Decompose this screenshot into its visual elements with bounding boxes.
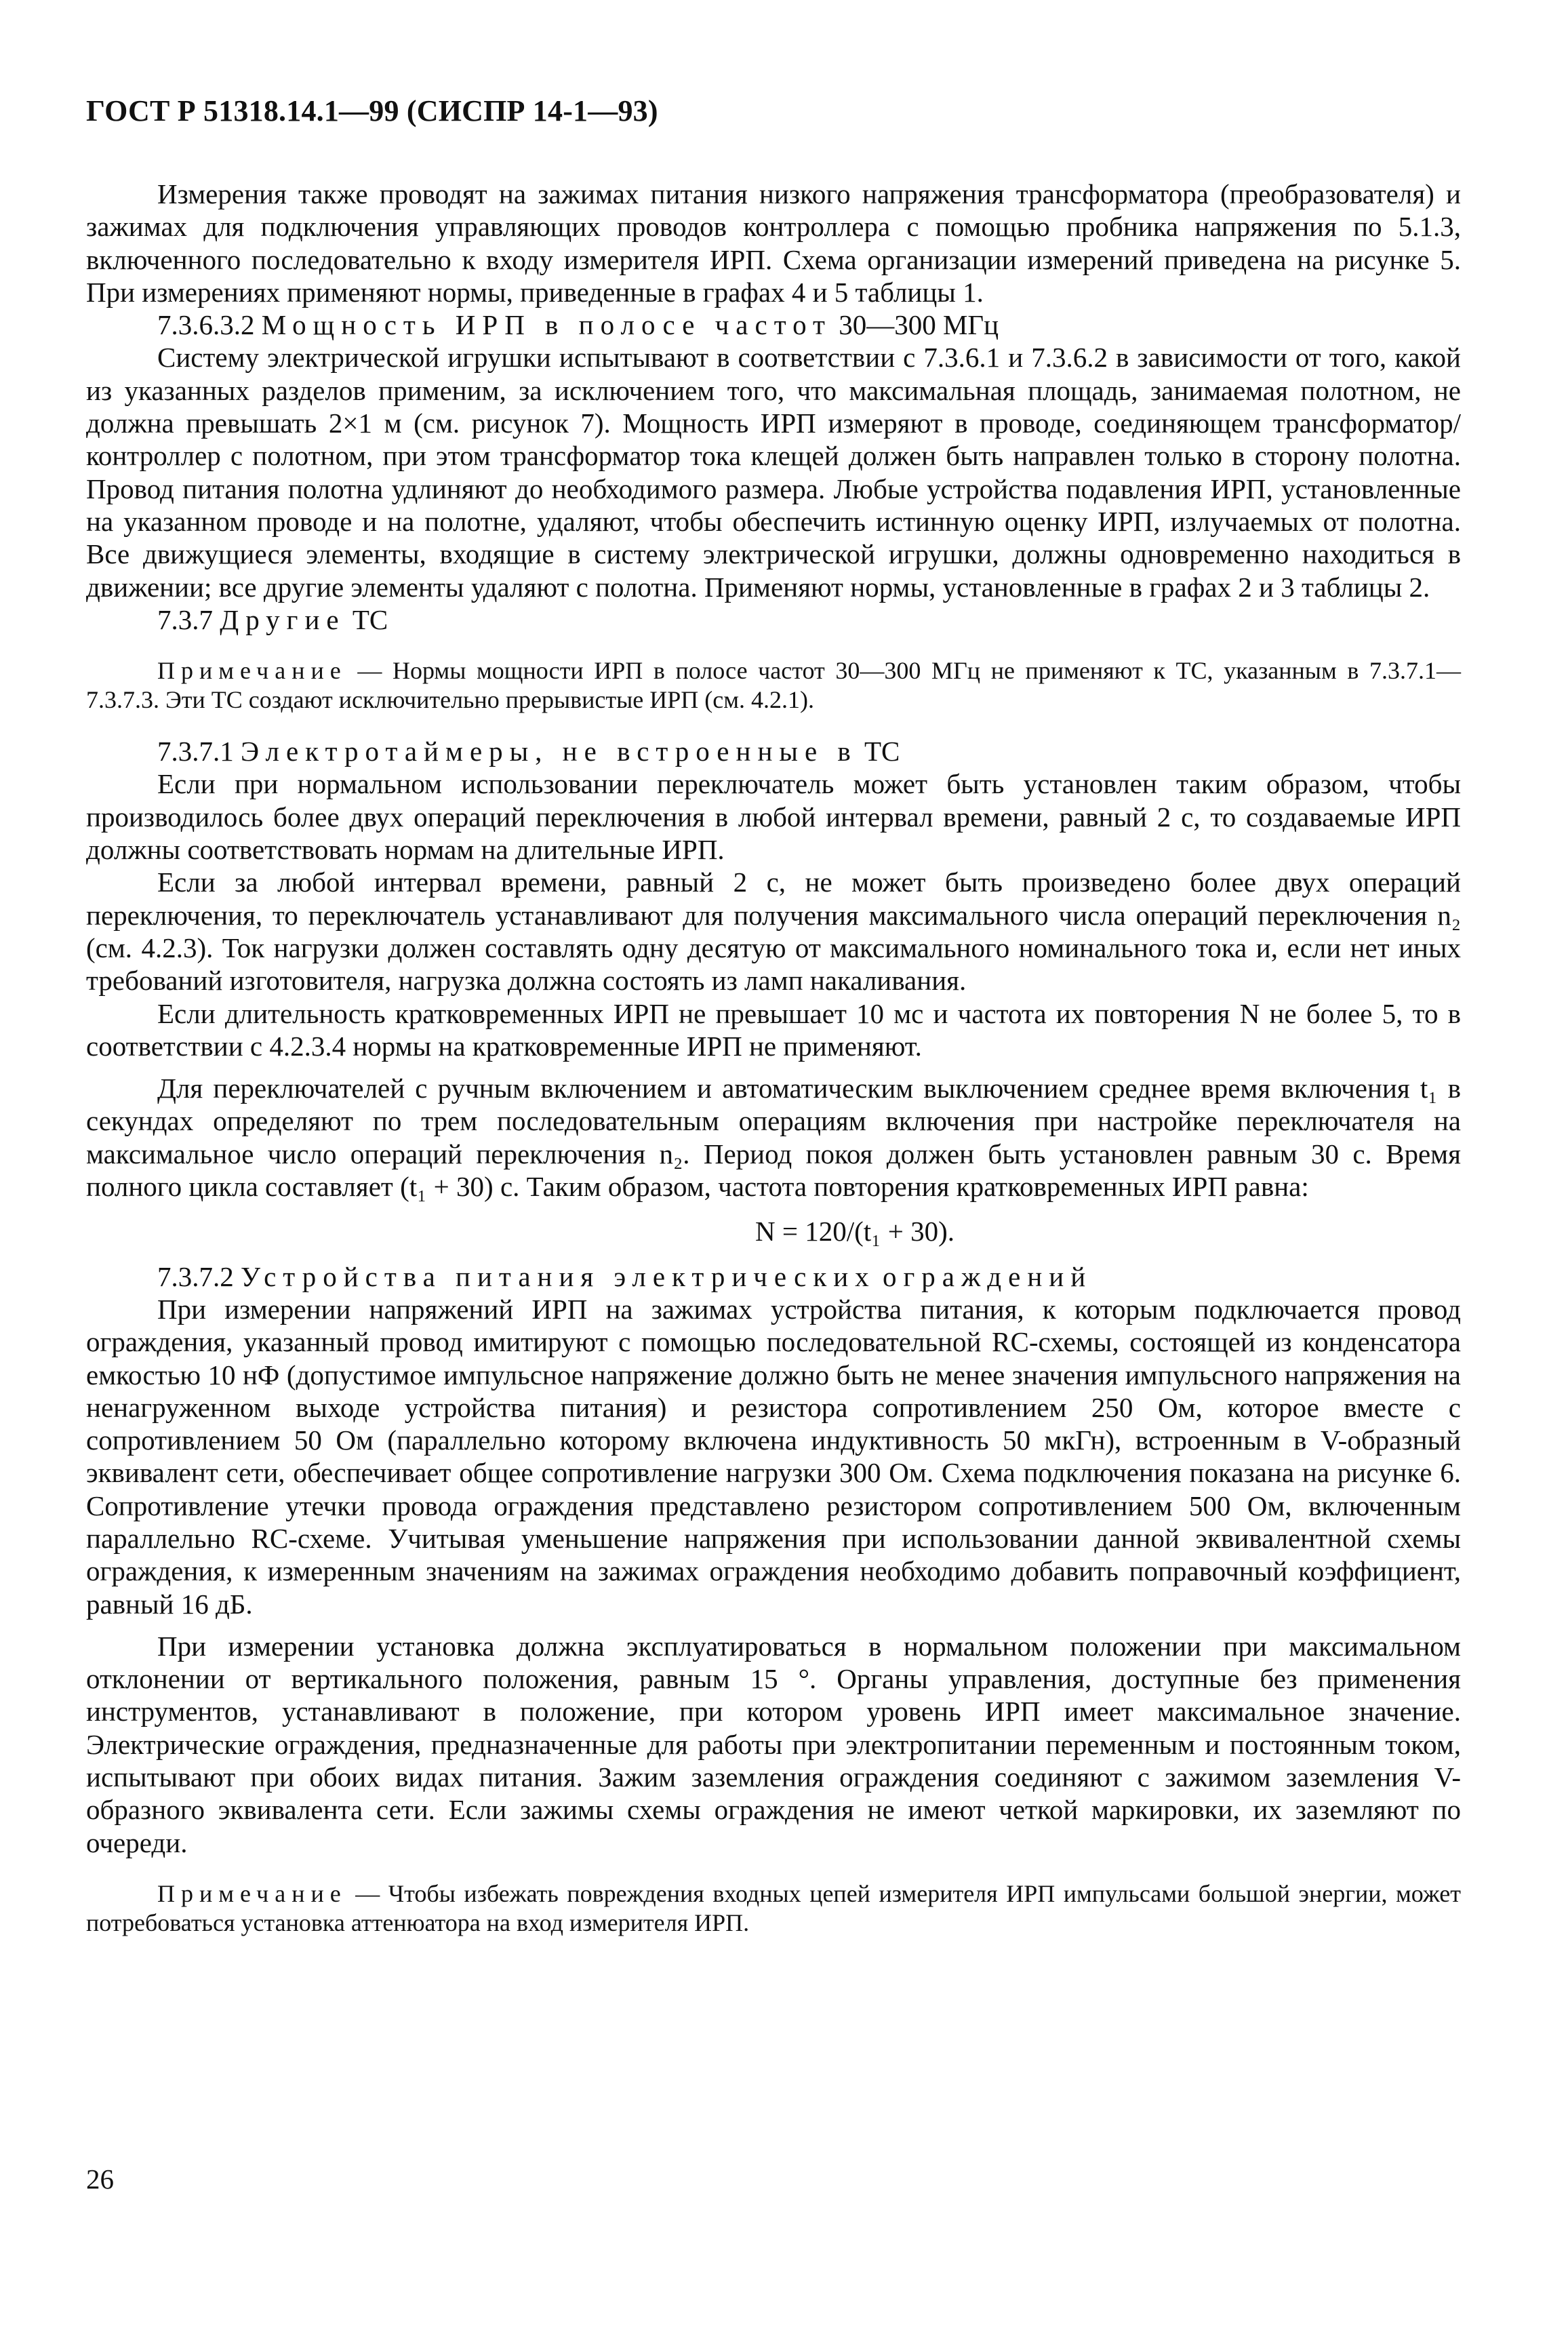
section-title: Другие <box>220 603 346 635</box>
section-heading-7-3-6-3-2 <box>86 308 1461 341</box>
note-text: — Нормы мощности ИРП в полосе частот 30—300 МГц не применяют к ТС, указанным в 7.3.7.1—7.3.7.3. Эти ТС создают исключительно прерывистые ИРП (см. 4.2.1). <box>86 657 1462 714</box>
section-number: 7.3.7 <box>157 603 213 635</box>
section-number: 7.3.6.3.2 <box>157 309 255 341</box>
paragraph: Систему электрической игрушки испытывают в соответствии с 7.3.6.1 и 7.3.6.2 в зависимости от того, какой из указанных разделов применим, за исключением того, что максимальная площадь, занимаемая полотном, не должна превышать 2×1 м (см. рисунок 7). Мощность ИРП измеряют в проводе, соединяющем трансформатор/контроллер с полотном, при этом трансформатор тока клещей должен быть направлен только в сторону полотна. Провод питания полотна удлиняют до необходимого размера. Любые устройства подавления ИРП, установленные на указанном проводе и на полотне, удаляют, чтобы обеспечить истинную оценку ИРП, излучаемых от полотна. Все движущиеся элементы, входящие в систему электрической игрушки, должны одновременно находиться в движении; все другие элементы удаляют с полотна. Применяют нормы, установленные в графах 2 и 3 таблицы 2. <box>86 342 1461 603</box>
paragraph: При измерении напряжений ИРП на зажимах устройства питания, к которым подключается провод ограждения, указанный провод имитируют с помощью последовательной RC-схемы, состоящей из конденсатора емкостью 10 нФ (допустимое импульсное напряжение должно быть не менее значения импульсного напряжения на ненагруженном выходе устройства питания) и резистора сопротивлением 250 Ом, которое вместе с сопротивлением 50 Ом (параллельно которому включена индуктивность 50 мкГн), встроенным в V-образный эквивалент сети, обеспечивает общее сопротивление нагрузки 300 Ом. Схема подключения показана на рисунке 6. Сопротивление утечки провода ограждения представлено резистором сопротивлением 500 Ом, включенным параллельно RC-схеме. Учитывая уменьшение напряжения при использовании данной эквивалентной схемы ограждения, к измеренным значениям на зажимах ограждения необходимо добавить поправочный коэффициент, равный 16 дБ. <box>86 1293 1461 1620</box>
section-title: Устройства питания электрических <box>241 1260 876 1292</box>
note-label: Примечание <box>157 657 347 685</box>
section-heading-7-3-7-1 <box>86 735 1461 767</box>
section-title-suffix: ТС <box>352 603 388 635</box>
paragraph: Если длительность кратковременных ИРП не превышает 10 мс и частота их повторения N не более 5, то в соответствии с 4.2.3.4 нормы на кратковременные ИРП не применяют. <box>86 997 1461 1062</box>
section-number: 7.3.7.1 <box>157 736 234 767</box>
paragraph: Если при нормальном использовании переключатель может быть установлен таким образом, чтобы производилось более двух операций переключения в любой интервал времени, равный 2 с, то создаваемые ИРП должны соответствовать нормам на длительные ИРП. <box>86 768 1461 866</box>
section-title: Электротаймеры, не встроенные в <box>241 736 858 767</box>
note <box>86 656 1461 715</box>
page-number: 26 <box>86 2163 114 2195</box>
note-label: Примечание <box>157 1879 347 1907</box>
paragraph: При измерении установка должна эксплуатироваться в нормальном положении при максимальном отклонении от вертикального положения, равным 15 °. Органы управления, доступные без применения инструментов, устанавливают в положение, при котором уровень ИРП имеет максимальное значение. Электрические ограждения, предназначенные для работы при электропитании переменным и постоянным током, испытывают при обоих видах питания. Зажим заземления ограждения соединяют с зажимом заземления V-образного эквивалента сети. Если зажимы схемы ограждения не имеют четкой маркировки, их заземляют по очереди. <box>86 1630 1461 1858</box>
section-title: Мощность ИРП в полосе частот <box>261 309 832 341</box>
document-body <box>86 178 1461 1938</box>
note-text: — Чтобы избежать повреждения входных цепей измерителя ИРП импульсами большой энергии, может потребоваться установка аттенюатора на вход измерителя ИРП. <box>86 1879 1462 1936</box>
paragraph: Для переключателей с ручным включением и автоматическим выключением среднее время включения t₁ в секундах определяют по трем последовательным операциям включения при настройке переключателя на максимальное число операций переключения n₂. Период покоя должен быть установлен равным 30 с. Время полного цикла составляет (t₁ + 30) с. Таким образом, частота повторения кратковременных ИРП равна: <box>86 1073 1461 1203</box>
section-heading-7-3-7 <box>86 603 1461 636</box>
section-title-suffix: 30—300 МГц <box>839 309 999 341</box>
section-title-suffix: ТС <box>864 736 900 767</box>
formula: N = 120/(t₁ + 30). <box>755 1216 954 1247</box>
document-header: ГОСТ Р 51318.14.1—99 (СИСПР 14-1—93) <box>86 94 658 127</box>
section-number: 7.3.7.2 <box>157 1260 234 1292</box>
section-title-suffix: ограждений <box>882 1260 1093 1292</box>
paragraph: Измерения также проводят на зажимах питания низкого напряжения трансформатора (преобразователя) и зажимах для подключения управляющих проводов контроллера с помощью пробника напряжения по 5.1.3, включенного последовательно к входу измерителя ИРП. Схема организации измерений приведена на рисунке 5. При измерениях применяют нормы, приведенные в графах 4 и 5 таблицы 1. <box>86 178 1461 308</box>
section-heading-7-3-7-2 <box>86 1260 1461 1293</box>
note <box>86 1879 1461 1938</box>
paragraph: Если за любой интервал времени, равный 2 с, не может быть произведено более двух операций переключения, то переключатель устанавливают для получения максимального числа операций переключения n₂ (см. 4.2.3). Ток нагрузки должен составлять одну десятую от максимального номинального тока и, если нет иных требований изготовителя, нагрузка должна состоять из ламп накаливания. <box>86 866 1461 997</box>
